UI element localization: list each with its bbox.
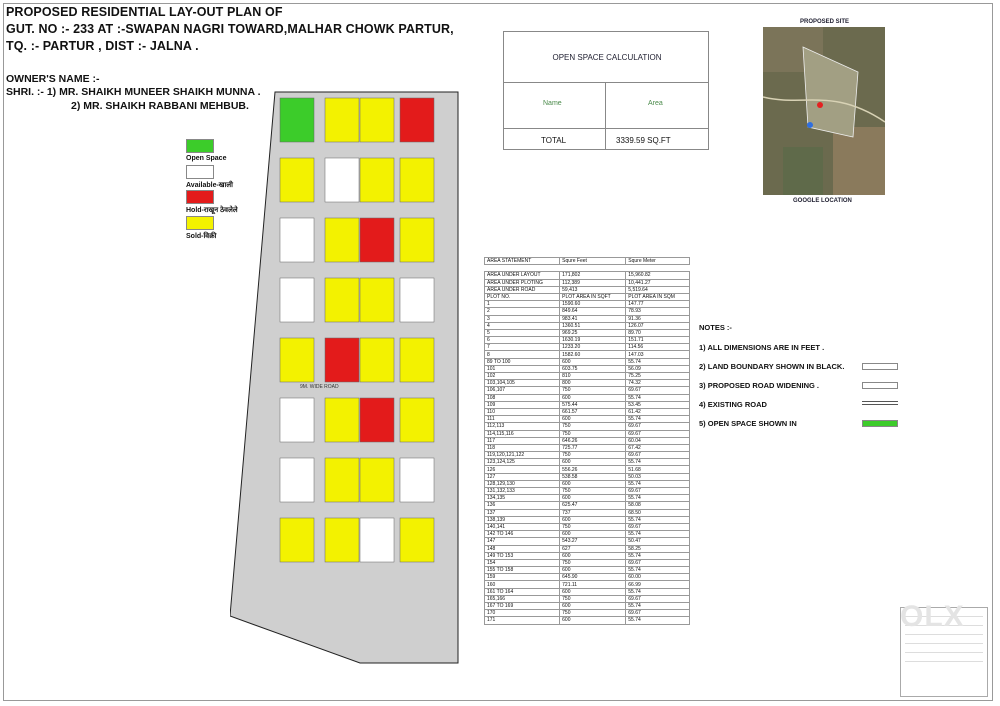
location-dot-icon bbox=[807, 122, 813, 128]
plot-no-cell: 110 bbox=[485, 408, 560, 415]
plot-area-cell: 575.44 bbox=[560, 401, 626, 408]
summary-value: 171,802 bbox=[560, 272, 626, 279]
plot-area-cell: 55.74 bbox=[626, 495, 690, 502]
plot-block bbox=[280, 218, 314, 262]
plot-area-cell: 55.74 bbox=[626, 531, 690, 538]
plot-area-cell: 69.67 bbox=[626, 488, 690, 495]
plot-area-cell: 600 bbox=[560, 516, 626, 523]
title-line-1: PROPOSED RESIDENTIAL LAY-OUT PLAN OF bbox=[6, 5, 283, 19]
table-row bbox=[485, 523, 690, 530]
table-row bbox=[485, 495, 690, 502]
table-row bbox=[485, 279, 690, 286]
plot-area-cell: 600 bbox=[560, 416, 626, 423]
table-row bbox=[485, 373, 690, 380]
header-cell: Squre Meter bbox=[626, 258, 690, 265]
plot-no-cell: 111 bbox=[485, 416, 560, 423]
watermark-logo: OLX bbox=[900, 600, 965, 633]
legend-open-swatch bbox=[186, 139, 214, 153]
plot-area-cell: 55.74 bbox=[626, 567, 690, 574]
plot-area-cell: 58.08 bbox=[626, 502, 690, 509]
plot-area-cell: 800 bbox=[560, 380, 626, 387]
table-row bbox=[485, 488, 690, 495]
plot-no-cell: 142 TO 146 bbox=[485, 531, 560, 538]
plot-area-cell: 89.70 bbox=[626, 329, 690, 336]
plot-area-cell: 600 bbox=[560, 588, 626, 595]
table-row bbox=[485, 322, 690, 329]
plot-no-cell: 147 bbox=[485, 538, 560, 545]
plot-no-cell: 148 bbox=[485, 545, 560, 552]
table-row bbox=[485, 603, 690, 610]
plot-no-cell: 6 bbox=[485, 337, 560, 344]
table-row bbox=[485, 581, 690, 588]
plot-area-cell: 69.67 bbox=[626, 610, 690, 617]
plot-area-cell: 55.74 bbox=[626, 394, 690, 401]
table-row bbox=[485, 480, 690, 487]
table-row bbox=[485, 394, 690, 401]
plot-block bbox=[400, 518, 434, 562]
plot-area-cell: 66.99 bbox=[626, 581, 690, 588]
plot-area-cell: 75.25 bbox=[626, 373, 690, 380]
table-row bbox=[485, 286, 690, 293]
plot-no-cell: 171 bbox=[485, 617, 560, 624]
plot-block bbox=[360, 98, 394, 142]
plot-area-cell: 600 bbox=[560, 531, 626, 538]
plot-block bbox=[400, 158, 434, 202]
plot-area-cell: 1630.19 bbox=[560, 337, 626, 344]
table-row bbox=[485, 430, 690, 437]
plot-area-cell: 51.68 bbox=[626, 466, 690, 473]
note-swatch-widening bbox=[862, 382, 898, 389]
plot-area-cell: 58.25 bbox=[626, 545, 690, 552]
plot-block bbox=[400, 98, 434, 142]
plot-area-cell: 55.74 bbox=[626, 416, 690, 423]
plot-block bbox=[280, 458, 314, 502]
plot-area-cell: 69.67 bbox=[626, 387, 690, 394]
summary-value: 10,441.27 bbox=[626, 279, 690, 286]
plot-area-cell: 983.41 bbox=[560, 315, 626, 322]
plot-block bbox=[360, 158, 394, 202]
plot-area-cell: 750 bbox=[560, 387, 626, 394]
plot-no-cell: 137 bbox=[485, 509, 560, 516]
plot-block bbox=[280, 338, 314, 382]
plot-area-cell: 725.77 bbox=[560, 444, 626, 451]
plot-area-cell: 55.74 bbox=[626, 552, 690, 559]
plot-area-cell: 750 bbox=[560, 452, 626, 459]
legend-available-label: Available-खाली bbox=[186, 182, 233, 189]
open-space-col-name: Name bbox=[543, 100, 562, 107]
plot-area-cell: 60.00 bbox=[626, 574, 690, 581]
table-row bbox=[485, 329, 690, 336]
note-swatch-road bbox=[862, 401, 898, 405]
plot-header-row bbox=[485, 293, 690, 300]
plot-no-cell: 154 bbox=[485, 559, 560, 566]
note-item: 3) PROPOSED ROAD WIDENING . bbox=[699, 381, 820, 390]
plot-area-cell: 603.75 bbox=[560, 365, 626, 372]
plot-area-cell: 600 bbox=[560, 567, 626, 574]
plot-area-cell: 55.74 bbox=[626, 516, 690, 523]
plot-area-cell: 600 bbox=[560, 480, 626, 487]
owner-line-2: 2) MR. SHAIKH RABBANI MEHBUB. bbox=[71, 100, 249, 112]
plot-no-cell: 136 bbox=[485, 502, 560, 509]
plot-area-cell: 69.67 bbox=[626, 452, 690, 459]
plot-block bbox=[325, 458, 359, 502]
plot-area-cell: 55.74 bbox=[626, 358, 690, 365]
plot-block bbox=[360, 398, 394, 442]
plot-no-cell: 160 bbox=[485, 581, 560, 588]
summary-value: 112,389 bbox=[560, 279, 626, 286]
note-item: 4) EXISTING ROAD bbox=[699, 400, 767, 409]
header-cell: PLOT AREA IN SQFT bbox=[560, 293, 626, 300]
plot-area-cell: 600 bbox=[560, 459, 626, 466]
plot-area-cell: 55.74 bbox=[626, 480, 690, 487]
open-space-total-value: 3339.59 SQ.FT bbox=[616, 136, 671, 145]
plot-area-cell: 600 bbox=[560, 495, 626, 502]
map-pin-icon bbox=[817, 102, 823, 108]
table-row bbox=[485, 423, 690, 430]
summary-value: 15,960.82 bbox=[626, 272, 690, 279]
plot-area-cell: 646.26 bbox=[560, 437, 626, 444]
table-row bbox=[485, 552, 690, 559]
plot-block bbox=[280, 398, 314, 442]
area-statement-table bbox=[484, 257, 690, 625]
plot-no-cell: 159 bbox=[485, 574, 560, 581]
table-row bbox=[485, 574, 690, 581]
plot-area-cell: 147.77 bbox=[626, 301, 690, 308]
table-row bbox=[485, 408, 690, 415]
header-cell: AREA STATEMENT bbox=[485, 258, 560, 265]
divider bbox=[605, 82, 606, 150]
table-row bbox=[485, 401, 690, 408]
plot-area-cell: 50.03 bbox=[626, 473, 690, 480]
summary-label: AREA UNDER ROAD bbox=[485, 286, 560, 293]
table-row bbox=[485, 545, 690, 552]
plot-no-cell: 170 bbox=[485, 610, 560, 617]
plot-area-cell: 538.58 bbox=[560, 473, 626, 480]
plot-no-cell: 140,141 bbox=[485, 523, 560, 530]
plot-area-cell: 69.67 bbox=[626, 559, 690, 566]
plot-area-cell: 55.74 bbox=[626, 588, 690, 595]
plot-area-cell: 625.47 bbox=[560, 502, 626, 509]
table-row bbox=[485, 531, 690, 538]
site-caption: GOOGLE LOCATION bbox=[793, 198, 852, 204]
plot-area-cell: 69.67 bbox=[626, 523, 690, 530]
plot-no-cell: 109 bbox=[485, 401, 560, 408]
road-label: 9M. WIDE ROAD bbox=[300, 384, 339, 390]
plot-area-cell: 147.03 bbox=[626, 351, 690, 358]
title-line-2: GUT. NO :- 233 AT :-SWAPAN NAGRI TOWARD,MALHAR CHOWK PARTUR, bbox=[6, 22, 454, 36]
plot-area-cell: 69.67 bbox=[626, 430, 690, 437]
plot-area-cell: 1360.51 bbox=[560, 322, 626, 329]
table-row bbox=[485, 358, 690, 365]
plot-block bbox=[400, 278, 434, 322]
plot-area-cell: 55.74 bbox=[626, 603, 690, 610]
table-row bbox=[485, 502, 690, 509]
plot-area-cell: 600 bbox=[560, 394, 626, 401]
plot-area-cell: 810 bbox=[560, 373, 626, 380]
plot-no-cell: 103,104,105 bbox=[485, 380, 560, 387]
table-row bbox=[485, 473, 690, 480]
table-row bbox=[485, 272, 690, 279]
plot-no-cell: 101 bbox=[485, 365, 560, 372]
table-row bbox=[485, 301, 690, 308]
plot-no-cell: 126 bbox=[485, 466, 560, 473]
legend-open-label: Open Space bbox=[186, 155, 227, 162]
plot-area-cell: 61.42 bbox=[626, 408, 690, 415]
table-row bbox=[485, 444, 690, 451]
table-row bbox=[485, 351, 690, 358]
summary-value: 59,413 bbox=[560, 286, 626, 293]
plot-no-cell: 167 TO 169 bbox=[485, 603, 560, 610]
plot-area-cell: 556.26 bbox=[560, 466, 626, 473]
note-item: 1) ALL DIMENSIONS ARE IN FEET . bbox=[699, 343, 825, 352]
table-row bbox=[485, 344, 690, 351]
plot-area-cell: 750 bbox=[560, 430, 626, 437]
table-row bbox=[485, 416, 690, 423]
plot-no-cell: 112,113 bbox=[485, 423, 560, 430]
note-item: 5) OPEN SPACE SHOWN IN bbox=[699, 419, 797, 428]
plot-no-cell: 8 bbox=[485, 351, 560, 358]
plot-block bbox=[400, 458, 434, 502]
plot-no-cell: 161 TO 164 bbox=[485, 588, 560, 595]
plot-area-cell: 78.93 bbox=[626, 308, 690, 315]
plot-area-cell: 1582.60 bbox=[560, 351, 626, 358]
table-row bbox=[485, 437, 690, 444]
table-row bbox=[485, 516, 690, 523]
summary-value: 5,519.64 bbox=[626, 286, 690, 293]
plot-block bbox=[325, 278, 359, 322]
plot-block bbox=[360, 518, 394, 562]
plot-no-cell: 117 bbox=[485, 437, 560, 444]
plot-area-cell: 645.90 bbox=[560, 574, 626, 581]
plot-area-cell: 750 bbox=[560, 610, 626, 617]
plot-area-cell: 1233.20 bbox=[560, 344, 626, 351]
plot-area-cell: 69.67 bbox=[626, 595, 690, 602]
header-cell: Squre Feet bbox=[560, 258, 626, 265]
table-row bbox=[485, 617, 690, 624]
summary-label: AREA UNDER LAYOUT bbox=[485, 272, 560, 279]
header-cell: PLOT AREA IN SQM bbox=[626, 293, 690, 300]
legend-available-swatch bbox=[186, 165, 214, 179]
plot-no-cell: 7 bbox=[485, 344, 560, 351]
divider bbox=[503, 82, 709, 83]
table-row bbox=[485, 365, 690, 372]
plot-area-cell: 600 bbox=[560, 358, 626, 365]
table-row bbox=[485, 308, 690, 315]
plot-area-cell: 750 bbox=[560, 423, 626, 430]
header-cell: PLOT NO. bbox=[485, 293, 560, 300]
plot-area-cell: 627 bbox=[560, 545, 626, 552]
note-swatch-boundary bbox=[862, 363, 898, 370]
plot-no-cell: 2 bbox=[485, 308, 560, 315]
open-space-col-area: Area bbox=[648, 100, 663, 107]
plot-no-cell: 114,115,116 bbox=[485, 430, 560, 437]
plot-area-cell: 737 bbox=[560, 509, 626, 516]
table-row bbox=[485, 337, 690, 344]
plot-block bbox=[400, 398, 434, 442]
plot-block bbox=[280, 518, 314, 562]
table-row bbox=[485, 380, 690, 387]
table-header-row bbox=[485, 258, 690, 265]
plot-no-cell: 3 bbox=[485, 315, 560, 322]
table-row bbox=[485, 538, 690, 545]
table-row bbox=[485, 588, 690, 595]
plot-no-cell: 118 bbox=[485, 444, 560, 451]
plot-no-cell: 5 bbox=[485, 329, 560, 336]
layout-plan-map bbox=[230, 88, 460, 668]
plot-area-cell: 1590.60 bbox=[560, 301, 626, 308]
plot-area-cell: 721.11 bbox=[560, 581, 626, 588]
plot-area-cell: 126.07 bbox=[626, 322, 690, 329]
plot-block bbox=[325, 218, 359, 262]
satellite-image bbox=[763, 27, 885, 195]
plot-area-cell: 56.09 bbox=[626, 365, 690, 372]
site-title: PROPOSED SITE bbox=[800, 19, 850, 25]
plot-no-cell: 4 bbox=[485, 322, 560, 329]
plot-area-cell: 600 bbox=[560, 552, 626, 559]
open-space-total-label: TOTAL bbox=[541, 136, 567, 145]
plot-no-cell: 1 bbox=[485, 301, 560, 308]
plot-no-cell: 106,107 bbox=[485, 387, 560, 394]
plot-no-cell: 128,129,130 bbox=[485, 480, 560, 487]
plot-block bbox=[325, 338, 359, 382]
plot-area-cell: 543.27 bbox=[560, 538, 626, 545]
owner-line-1: SHRI. :- 1) MR. SHAIKH MUNEER SHAIKH MUNNA . bbox=[6, 86, 261, 98]
plot-no-cell: 165,166 bbox=[485, 595, 560, 602]
table-row bbox=[485, 315, 690, 322]
plot-area-cell: 750 bbox=[560, 595, 626, 602]
plot-block bbox=[325, 158, 359, 202]
plot-no-cell: 127 bbox=[485, 473, 560, 480]
legend-sold-swatch bbox=[186, 216, 214, 230]
legend-hold-label: Hold-राखून ठेवलेले bbox=[186, 207, 238, 214]
plot-area-cell: 151.71 bbox=[626, 337, 690, 344]
table-row bbox=[485, 459, 690, 466]
plot-area-cell: 55.74 bbox=[626, 459, 690, 466]
table-row bbox=[485, 452, 690, 459]
plot-no-cell: 155 TO 158 bbox=[485, 567, 560, 574]
plot-area-cell: 60.04 bbox=[626, 437, 690, 444]
plot-area-cell: 750 bbox=[560, 559, 626, 566]
owner-heading: OWNER'S NAME :- bbox=[6, 73, 100, 85]
plot-area-cell: 53.45 bbox=[626, 401, 690, 408]
title-line-3: TQ. :- PARTUR , DIST :- JALNA . bbox=[6, 39, 199, 53]
notes-heading: NOTES :- bbox=[699, 323, 732, 332]
plot-block bbox=[280, 278, 314, 322]
plot-area-cell: 74.32 bbox=[626, 380, 690, 387]
plot-area-cell: 91.36 bbox=[626, 315, 690, 322]
plot-block bbox=[360, 338, 394, 382]
plot-area-cell: 69.67 bbox=[626, 423, 690, 430]
note-item: 2) LAND BOUNDARY SHOWN IN BLACK. bbox=[699, 362, 845, 371]
plot-area-cell: 661.57 bbox=[560, 408, 626, 415]
table-row bbox=[485, 466, 690, 473]
plot-area-cell: 600 bbox=[560, 603, 626, 610]
plot-no-cell: 102 bbox=[485, 373, 560, 380]
plot-block bbox=[325, 98, 359, 142]
plot-no-cell: 123,124,125 bbox=[485, 459, 560, 466]
open-space-title: OPEN SPACE CALCULATION bbox=[552, 52, 662, 62]
plot-no-cell: 138,139 bbox=[485, 516, 560, 523]
plot-area-cell: 600 bbox=[560, 617, 626, 624]
table-row bbox=[485, 387, 690, 394]
plot-area-cell: 67.42 bbox=[626, 444, 690, 451]
table-row bbox=[485, 509, 690, 516]
table-row bbox=[485, 567, 690, 574]
note-swatch-open-space bbox=[862, 420, 898, 427]
plot-area-cell: 114.56 bbox=[626, 344, 690, 351]
plot-block bbox=[325, 518, 359, 562]
plot-block bbox=[360, 218, 394, 262]
plot-area-cell: 750 bbox=[560, 488, 626, 495]
plot-area-cell: 969.25 bbox=[560, 329, 626, 336]
plot-block bbox=[360, 458, 394, 502]
plot-no-cell: 149 TO 153 bbox=[485, 552, 560, 559]
plot-area-cell: 849.64 bbox=[560, 308, 626, 315]
table-row bbox=[485, 610, 690, 617]
plot-area-cell: 50.47 bbox=[626, 538, 690, 545]
plot-no-cell: 131,132,133 bbox=[485, 488, 560, 495]
plot-area-cell: 750 bbox=[560, 523, 626, 530]
plot-area-cell: 55.74 bbox=[626, 617, 690, 624]
summary-label: AREA UNDER PLOTING bbox=[485, 279, 560, 286]
legend-sold-label: Sold-विक्री bbox=[186, 233, 217, 240]
table-row bbox=[485, 595, 690, 602]
plot-block bbox=[400, 218, 434, 262]
plot-no-cell: 134,135 bbox=[485, 495, 560, 502]
table-row bbox=[485, 559, 690, 566]
plot-block bbox=[360, 278, 394, 322]
plot-no-cell: 108 bbox=[485, 394, 560, 401]
plot-area-cell: 68.50 bbox=[626, 509, 690, 516]
divider bbox=[503, 128, 709, 129]
legend-hold-swatch bbox=[186, 190, 214, 204]
plot-no-cell: 119,120,121,122 bbox=[485, 452, 560, 459]
plot-block bbox=[280, 98, 314, 142]
plot-block bbox=[280, 158, 314, 202]
plot-no-cell: 89 TO 100 bbox=[485, 358, 560, 365]
plot-block bbox=[400, 338, 434, 382]
plot-block bbox=[325, 398, 359, 442]
